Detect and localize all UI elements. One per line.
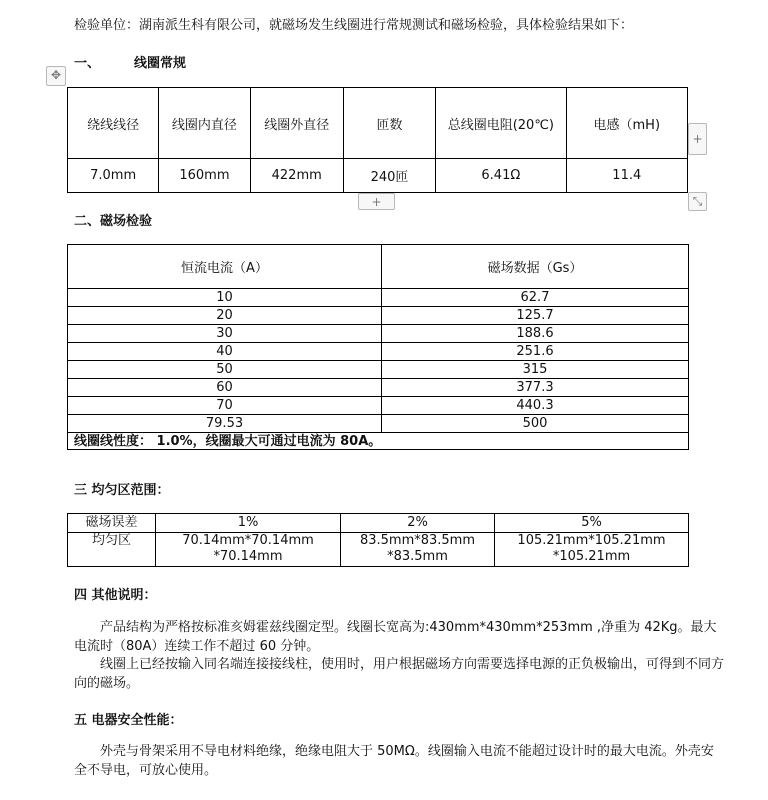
table-row [68,88,688,159]
zone-line: *70.14mm [213,549,283,564]
zone-line: *105.21mm [552,549,631,564]
field-cell[interactable]: 377.3 [382,379,689,397]
table-row [68,245,689,289]
field-cell[interactable]: 125.7 [382,307,689,325]
zone-line: 83.5mm*83.5mm [359,533,476,548]
current-cell[interactable]: 50 [68,361,382,379]
label-cell[interactable]: 磁场误差 [68,514,156,533]
tolerance-cell[interactable]: 2% [341,514,495,533]
table-row [68,533,689,567]
tolerance-cell[interactable]: 1% [156,514,341,533]
header-cell[interactable]: 总线圈电阻(20℃) [436,88,566,159]
field-cell[interactable]: 315 [382,361,689,379]
value-cell[interactable]: 6.41Ω [436,159,566,193]
current-cell[interactable]: 60 [68,379,382,397]
header-cell[interactable]: 匝数 [343,88,435,159]
linearity-note[interactable]: 线圈线性度： 1.0%，线圈最大可通过电流为 80A。 [68,433,689,450]
table-row [68,415,689,433]
table-row [68,433,689,450]
value-cell[interactable]: 11.4 [566,159,687,193]
table-row [68,397,689,415]
coil-spec-table [67,87,688,193]
current-cell[interactable]: 30 [68,325,382,343]
table-row [68,361,689,379]
table-row [68,289,689,307]
section3-heading: 三 均匀区范围： [74,483,170,498]
header-cell[interactable]: 绕线线径 [68,88,159,159]
current-cell[interactable]: 79.53 [68,415,382,433]
table-row [68,325,689,343]
header-cell[interactable]: 线圈外直径 [250,88,343,159]
paragraph: 产品结构为严格按标准亥姆霍兹线圈定型。线圈长宽高为:430mm*430mm*253mm ,净重为 42Kg。最大电流时（80A）连续工作不超过 60 分钟。 [74,620,717,654]
table-row [68,307,689,325]
add-column-button[interactable]: + [688,123,707,155]
paragraph: 外壳与骨架采用不导电材料绝缘，绝缘电阻大于 50MΩ。线圈输入电流不能超过设计时的最大电流。外壳安全不导电，可放心使用。 [74,744,714,778]
table-row [68,343,689,361]
table-resize-handle-icon[interactable]: ⤡ [688,192,707,211]
section1-title: 线圈常规 [134,56,187,71]
section5-heading: 五 电器安全性能： [74,713,183,728]
header-cell[interactable]: 恒流电流（A） [68,245,382,289]
field-cell[interactable]: 251.6 [382,343,689,361]
table-row [68,379,689,397]
current-cell[interactable]: 70 [68,397,382,415]
zone-line: 70.14mm*70.14mm [182,533,314,548]
zone-cell[interactable] [341,533,495,567]
label-cell[interactable]: 均匀区 [68,533,156,567]
value-cell[interactable]: 7.0mm [68,159,159,193]
value-cell[interactable]: 240匝 [343,159,435,193]
header-cell[interactable]: 线圈内直径 [159,88,250,159]
field-cell[interactable]: 188.6 [382,325,689,343]
section2-heading: 二、磁场检验 [74,214,153,229]
field-cell[interactable]: 500 [382,415,689,433]
current-cell[interactable]: 20 [68,307,382,325]
zone-line: 105.21mm*105.21mm [517,533,666,548]
table-row [68,159,688,193]
header-cell[interactable]: 电感（mH) [566,88,687,159]
intro-text: 检验单位：湖南派生科有限公司，就磁场发生线圈进行常规测试和磁场检验，具体检验结果如下： [74,18,634,33]
section4-heading: 四 其他说明： [74,588,157,603]
zone-line: *83.5mm [387,549,448,564]
uniform-zone-table [67,513,689,567]
table-move-handle-icon[interactable]: ✥ [46,66,66,86]
paragraph: 线圈上已经按输入同名端连接接线柱，使用时，用户根据磁场方向需要选择电源的正负极输出，可得到不同方向的磁场。 [74,657,725,691]
tolerance-cell[interactable]: 5% [495,514,689,533]
section1-number: 一、 [74,56,101,71]
zone-cell[interactable] [495,533,689,567]
section1-heading [74,52,186,71]
current-cell[interactable]: 40 [68,343,382,361]
table-row [68,514,689,533]
field-cell[interactable]: 62.7 [382,289,689,307]
current-cell[interactable]: 10 [68,289,382,307]
header-cell[interactable]: 磁场数据（Gs） [382,245,689,289]
magnetic-field-table [67,244,689,450]
value-cell[interactable]: 160mm [159,159,250,193]
add-row-button[interactable]: + [358,193,395,210]
field-cell[interactable]: 440.3 [382,397,689,415]
zone-cell[interactable] [156,533,341,567]
value-cell[interactable]: 422mm [250,159,343,193]
